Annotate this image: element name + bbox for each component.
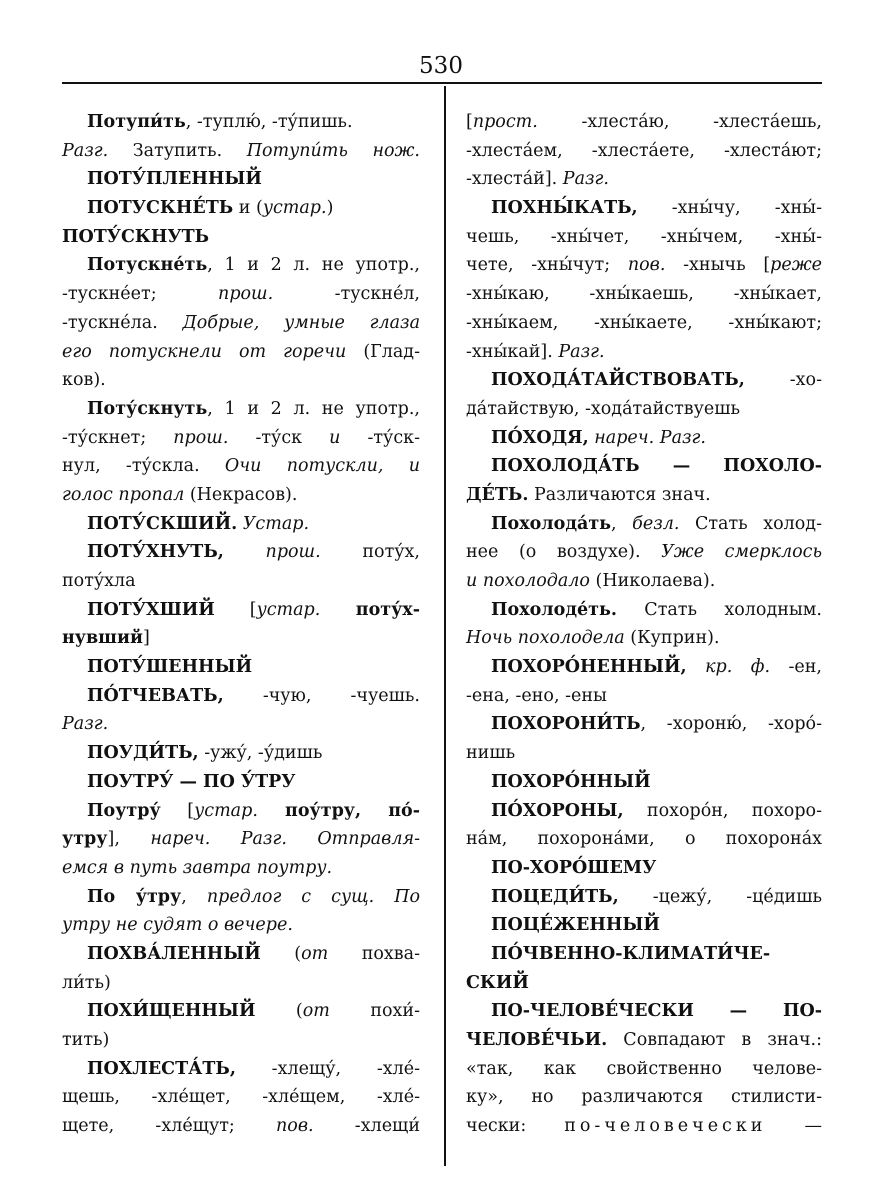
headword-text: Похолода́ть bbox=[491, 513, 612, 534]
text-line bbox=[62, 194, 420, 223]
text-line bbox=[466, 165, 822, 194]
headword-text: Похолоде́ть. bbox=[491, 599, 617, 620]
entry-text: , bbox=[181, 886, 207, 907]
headword-text: ПОТУСКНЕ́ТЬ bbox=[87, 198, 234, 219]
entry-text: -ен, bbox=[770, 657, 822, 678]
entry-text: нареч. Разг. bbox=[594, 427, 706, 448]
headword-text: ПОТУ́ХШИЙ bbox=[87, 599, 215, 620]
text-line bbox=[466, 997, 822, 1026]
entry-text: -тускне́ла. bbox=[62, 312, 183, 333]
text-line bbox=[466, 883, 822, 912]
text-line bbox=[62, 797, 420, 826]
text-line bbox=[466, 1026, 822, 1055]
entry-text: похоро́н, похоро- bbox=[623, 800, 822, 821]
entry-text: , bbox=[611, 513, 633, 534]
headword-text: ПОХОРОНИ́ТЬ bbox=[491, 714, 641, 735]
text-line bbox=[62, 137, 420, 166]
text-line bbox=[62, 108, 420, 137]
text-line bbox=[466, 108, 822, 137]
entry-text: [ bbox=[466, 112, 473, 132]
text-line bbox=[466, 739, 822, 768]
entry-text: от bbox=[302, 1001, 330, 1022]
headword-text: ПО́ХОРОНЫ, bbox=[491, 800, 624, 821]
headword-text: нувший bbox=[62, 628, 143, 649]
entry-text: , 1 и 2 л. не употр., bbox=[207, 398, 420, 419]
text-line bbox=[62, 567, 420, 596]
entry-text: да́тайствую, -хода́тайствуешь bbox=[466, 398, 741, 419]
text-line bbox=[466, 969, 822, 998]
headword-text: ПОХОРО́НЕННЫЙ, bbox=[491, 657, 687, 678]
entry-text: устар. bbox=[262, 198, 327, 219]
entry-text: ( bbox=[260, 943, 302, 964]
entry-text: -хны́чу, -хны́- bbox=[637, 198, 822, 219]
text-line bbox=[62, 969, 420, 998]
headword-text: ПОХЛЕСТА́ТЬ, bbox=[87, 1058, 236, 1079]
entry-text: от bbox=[301, 943, 329, 964]
entry-text: -хны́каю, -хны́каешь, -хны́кает, bbox=[466, 284, 822, 305]
text-line bbox=[466, 1055, 822, 1084]
entry-text: голос пропал bbox=[62, 484, 185, 505]
headword-text: ПОТУ́ШЕННЫЙ bbox=[87, 657, 253, 678]
headword-text: По у́тру bbox=[87, 886, 182, 907]
text-line bbox=[466, 940, 822, 969]
headword-text: ПОТУ́ПЛЕННЫЙ bbox=[87, 169, 262, 190]
entry-text: его потускнели от горечи bbox=[62, 341, 347, 362]
entry-text: кр. ф. bbox=[705, 657, 771, 678]
entry-text: предлог с сущ. По bbox=[206, 886, 420, 907]
text-line bbox=[62, 1055, 420, 1084]
entry-text: [ bbox=[160, 800, 195, 821]
entry-text: чете, -хны́чут; bbox=[466, 255, 628, 276]
entry-text: Разг. bbox=[558, 341, 605, 362]
entry-text: ], bbox=[107, 829, 151, 850]
entry-text: Затупить. bbox=[108, 140, 247, 161]
entry-text: Ночь похолодела bbox=[466, 628, 625, 649]
entry-text: ] bbox=[142, 628, 150, 649]
entry-text: Очи потускли, и bbox=[224, 456, 421, 477]
text-line bbox=[62, 682, 420, 711]
headword-text: ПОХОЛОДА́ТЬ — ПОХОЛО- bbox=[491, 456, 822, 477]
entry-text: похи́- bbox=[329, 1001, 420, 1022]
entry-text: , 1 и 2 л. не употр., bbox=[207, 255, 420, 276]
entry-text: прош. bbox=[173, 427, 229, 448]
entry-text: , -хороню́, -хоро́- bbox=[640, 714, 822, 735]
entry-text: Разг. bbox=[62, 714, 109, 735]
text-line bbox=[62, 452, 420, 481]
entry-text: -тускне́л, bbox=[273, 284, 420, 305]
entry-text: прош. bbox=[218, 284, 274, 305]
entry-text: емся в путь завтра поутру. bbox=[62, 857, 333, 878]
entry-text: пов. bbox=[627, 255, 666, 276]
entry-text: похва- bbox=[328, 943, 420, 964]
entry-text: -хлещи́ bbox=[313, 1116, 420, 1137]
entry-text: -чую, -чуешь. bbox=[223, 685, 420, 706]
entry-text: устар. bbox=[256, 599, 321, 620]
text-line bbox=[466, 251, 822, 280]
entry-text: прост. bbox=[472, 112, 538, 132]
headword-text: СКИЙ bbox=[466, 972, 529, 993]
entry-text: ку», но различаются стилисти- bbox=[466, 1087, 822, 1108]
entry-text: (Куприн). bbox=[624, 628, 720, 649]
entry-text: нее (о воздухе). bbox=[466, 542, 662, 563]
text-line bbox=[62, 481, 420, 510]
entry-text: -хлеста́ем, -хлеста́ете, -хлеста́ют; bbox=[466, 140, 822, 161]
entry-text: -цежу́, -це́дишь bbox=[618, 886, 822, 907]
text-line bbox=[466, 768, 822, 797]
entry-text: -хлеста́ю, -хлеста́ешь, bbox=[537, 112, 822, 132]
text-line bbox=[62, 338, 420, 367]
entry-text: на́м, похорона́ми, о похорона́х bbox=[466, 829, 822, 850]
text-line bbox=[62, 280, 420, 309]
text-line bbox=[62, 911, 420, 940]
text-line bbox=[466, 424, 822, 453]
text-line bbox=[466, 710, 822, 739]
text-line bbox=[62, 165, 420, 194]
text-line bbox=[62, 223, 420, 252]
text-line bbox=[62, 653, 420, 682]
entry-text: Потупи́ть нож. bbox=[246, 140, 420, 161]
text-line bbox=[62, 251, 420, 280]
entry-text: реже bbox=[770, 255, 822, 276]
entry-text: -ту́ск bbox=[228, 427, 330, 448]
text-line bbox=[62, 596, 420, 625]
text-line bbox=[62, 854, 420, 883]
entry-text: нареч. Разг. Отправля- bbox=[150, 829, 420, 850]
headword-text: ПОЦЕ́ЖЕННЫЙ bbox=[491, 915, 660, 936]
headword-text: ДЕ́ТЬ. bbox=[466, 484, 529, 505]
text-line bbox=[62, 1026, 420, 1055]
entry-text: по-человечески bbox=[564, 1116, 767, 1137]
text-line bbox=[62, 940, 420, 969]
headword-text: ПОХВА́ЛЕННЫЙ bbox=[87, 943, 261, 964]
header-rule bbox=[62, 82, 822, 84]
text-line bbox=[62, 395, 420, 424]
headword-text: поу́тру, по́- bbox=[257, 800, 420, 821]
entry-text: -хнычь [ bbox=[665, 255, 771, 276]
entry-text: -хны́кай]. bbox=[466, 341, 559, 362]
entry-text: -хлещу́, -хле́- bbox=[235, 1058, 420, 1079]
text-line bbox=[62, 768, 420, 797]
text-line bbox=[466, 280, 822, 309]
headword-text: утру bbox=[62, 829, 108, 850]
entry-text: -хлеста́й]. bbox=[466, 169, 563, 190]
column-divider bbox=[444, 86, 446, 1166]
entry-text: «так, как свойственно челове- bbox=[466, 1058, 822, 1079]
headword-text: ПОХНЫ́КАТЬ, bbox=[491, 198, 638, 219]
right-column bbox=[466, 108, 822, 1141]
entry-text: — bbox=[766, 1116, 822, 1137]
headword-text: ПО́ТЧЕВАТЬ, bbox=[87, 685, 224, 706]
text-line bbox=[466, 366, 822, 395]
entry-text: , -туплю́, -ту́пишь. bbox=[185, 112, 353, 132]
text-line bbox=[466, 538, 822, 567]
headword-text: Потускне́ть bbox=[87, 255, 208, 276]
entry-text: -ужу́, -у́дишь bbox=[198, 743, 323, 764]
entry-text: и bbox=[329, 427, 341, 448]
entry-text: ков). bbox=[62, 370, 106, 391]
entry-text: устар. bbox=[194, 800, 258, 821]
headword-text: ПОТУ́ХНУТЬ, bbox=[87, 542, 224, 563]
headword-text: Поту́скнуть bbox=[87, 398, 208, 419]
entry-text: чешь, -хны́чет, -хны́чем, -хны́- bbox=[466, 226, 822, 247]
entry-text: [ bbox=[214, 599, 257, 620]
entry-text: прош. bbox=[265, 542, 321, 563]
text-line bbox=[466, 452, 822, 481]
text-line bbox=[466, 825, 822, 854]
entry-text: (Николаева). bbox=[589, 571, 716, 591]
entry-text: утру не судят о вечере. bbox=[62, 915, 293, 936]
left-column bbox=[62, 108, 420, 1141]
entry-text: пов. bbox=[276, 1116, 314, 1137]
entry-text: Совпадают в знач.: bbox=[607, 1030, 822, 1050]
headword-text: Поутру́ bbox=[87, 800, 161, 821]
text-line bbox=[466, 567, 822, 596]
entry-text: поту́хла bbox=[62, 571, 136, 591]
text-line bbox=[466, 797, 822, 826]
headword-text: поту́х- bbox=[320, 599, 420, 620]
text-line bbox=[466, 682, 822, 711]
entry-text: нул, -ту́скла. bbox=[62, 456, 225, 477]
text-line bbox=[62, 1112, 420, 1141]
entry-text: -ена, -ено, -ены bbox=[466, 685, 607, 706]
text-line bbox=[62, 997, 420, 1026]
entry-text: -ту́ск- bbox=[340, 427, 420, 448]
entry-text: -хо- bbox=[744, 370, 822, 391]
entry-text: ) bbox=[326, 198, 334, 219]
entry-text: -ту́скнет; bbox=[62, 427, 174, 448]
entry-text: Добрые, умные глаза bbox=[182, 312, 421, 333]
text-line bbox=[62, 366, 420, 395]
entry-text: поту́х, bbox=[320, 542, 420, 563]
entry-text: Уже смерклось bbox=[661, 542, 822, 563]
text-line bbox=[62, 309, 420, 338]
headword-text: ПОХИ́ЩЕННЫЙ bbox=[87, 1001, 256, 1022]
headword-text: ПОХОРО́ННЫЙ bbox=[491, 771, 651, 792]
entry-text: безл. bbox=[632, 513, 680, 534]
headword-text: ПОТУ́СКНУТЬ bbox=[62, 226, 210, 247]
text-line bbox=[466, 223, 822, 252]
entry-text bbox=[687, 657, 705, 677]
headword-text: Потупи́ть bbox=[87, 112, 186, 132]
entry-text: Различаются знач. bbox=[528, 484, 711, 505]
text-line bbox=[466, 911, 822, 940]
text-line bbox=[466, 481, 822, 510]
headword-text: ПО-ЧЕЛОВЕ́ЧЕСКИ — ПО- bbox=[491, 1001, 822, 1022]
headword-text: ЧЕЛОВЕ́ЧЬИ. bbox=[466, 1030, 608, 1050]
entry-text: Стать холод- bbox=[679, 513, 822, 534]
headword-text: ПОХОДА́ТАЙСТВОВАТЬ, bbox=[491, 370, 745, 391]
entry-text: -хны́каем, -хны́каете, -хны́кают; bbox=[466, 312, 822, 333]
text-line bbox=[466, 653, 822, 682]
text-line bbox=[466, 1083, 822, 1112]
text-line bbox=[466, 395, 822, 424]
text-line bbox=[466, 1112, 822, 1141]
entry-text: Разг. bbox=[562, 169, 609, 190]
text-line bbox=[466, 596, 822, 625]
entry-text bbox=[224, 542, 266, 562]
entry-text: Стать холодным. bbox=[616, 599, 822, 620]
text-line bbox=[466, 510, 822, 539]
entry-text: щете, -хле́щут; bbox=[62, 1116, 277, 1137]
entry-text: чески: bbox=[466, 1116, 565, 1137]
entry-text: и похолодало bbox=[466, 571, 590, 591]
headword-text: ПОУТРУ́ — ПО У́ТРУ bbox=[87, 771, 296, 792]
entry-text: ли́ть) bbox=[62, 972, 111, 993]
entry-text: Разг. bbox=[62, 140, 109, 161]
page-number: 530 bbox=[419, 53, 463, 79]
entry-text: тить) bbox=[62, 1030, 110, 1050]
text-line bbox=[62, 710, 420, 739]
text-line bbox=[466, 338, 822, 367]
text-line bbox=[62, 825, 420, 854]
headword-text: ПОУДИ́ТЬ, bbox=[87, 743, 199, 764]
text-line bbox=[62, 510, 420, 539]
headword-text: ПОТУ́СКШИЙ. bbox=[87, 513, 238, 534]
entry-text: ( bbox=[255, 1001, 303, 1022]
headword-text: ПО́ХОДЯ, bbox=[491, 427, 589, 448]
entry-text: (Глад- bbox=[346, 341, 420, 362]
text-line bbox=[466, 194, 822, 223]
text-line bbox=[62, 883, 420, 912]
entry-text: нишь bbox=[466, 743, 516, 764]
text-line bbox=[466, 137, 822, 166]
headword-text: ПОЦЕДИ́ТЬ, bbox=[491, 886, 619, 907]
entry-text: Устар. bbox=[242, 513, 310, 534]
text-line bbox=[466, 854, 822, 883]
entry-text: щешь, -хле́щет, -хле́щем, -хле́- bbox=[62, 1087, 420, 1108]
text-line bbox=[466, 309, 822, 338]
text-line bbox=[62, 739, 420, 768]
text-line bbox=[62, 424, 420, 453]
text-line bbox=[466, 624, 822, 653]
text-line bbox=[62, 538, 420, 567]
text-line bbox=[62, 1083, 420, 1112]
headword-text: ПО-ХОРО́ШЕМУ bbox=[491, 857, 657, 878]
entry-text: -тускне́ет; bbox=[62, 284, 219, 305]
text-line bbox=[62, 624, 420, 653]
entry-text: и ( bbox=[233, 198, 263, 219]
entry-text: (Некрасов). bbox=[184, 484, 298, 505]
headword-text: ПО́ЧВЕННО-КЛИМАТИ́ЧЕ- bbox=[491, 943, 771, 964]
